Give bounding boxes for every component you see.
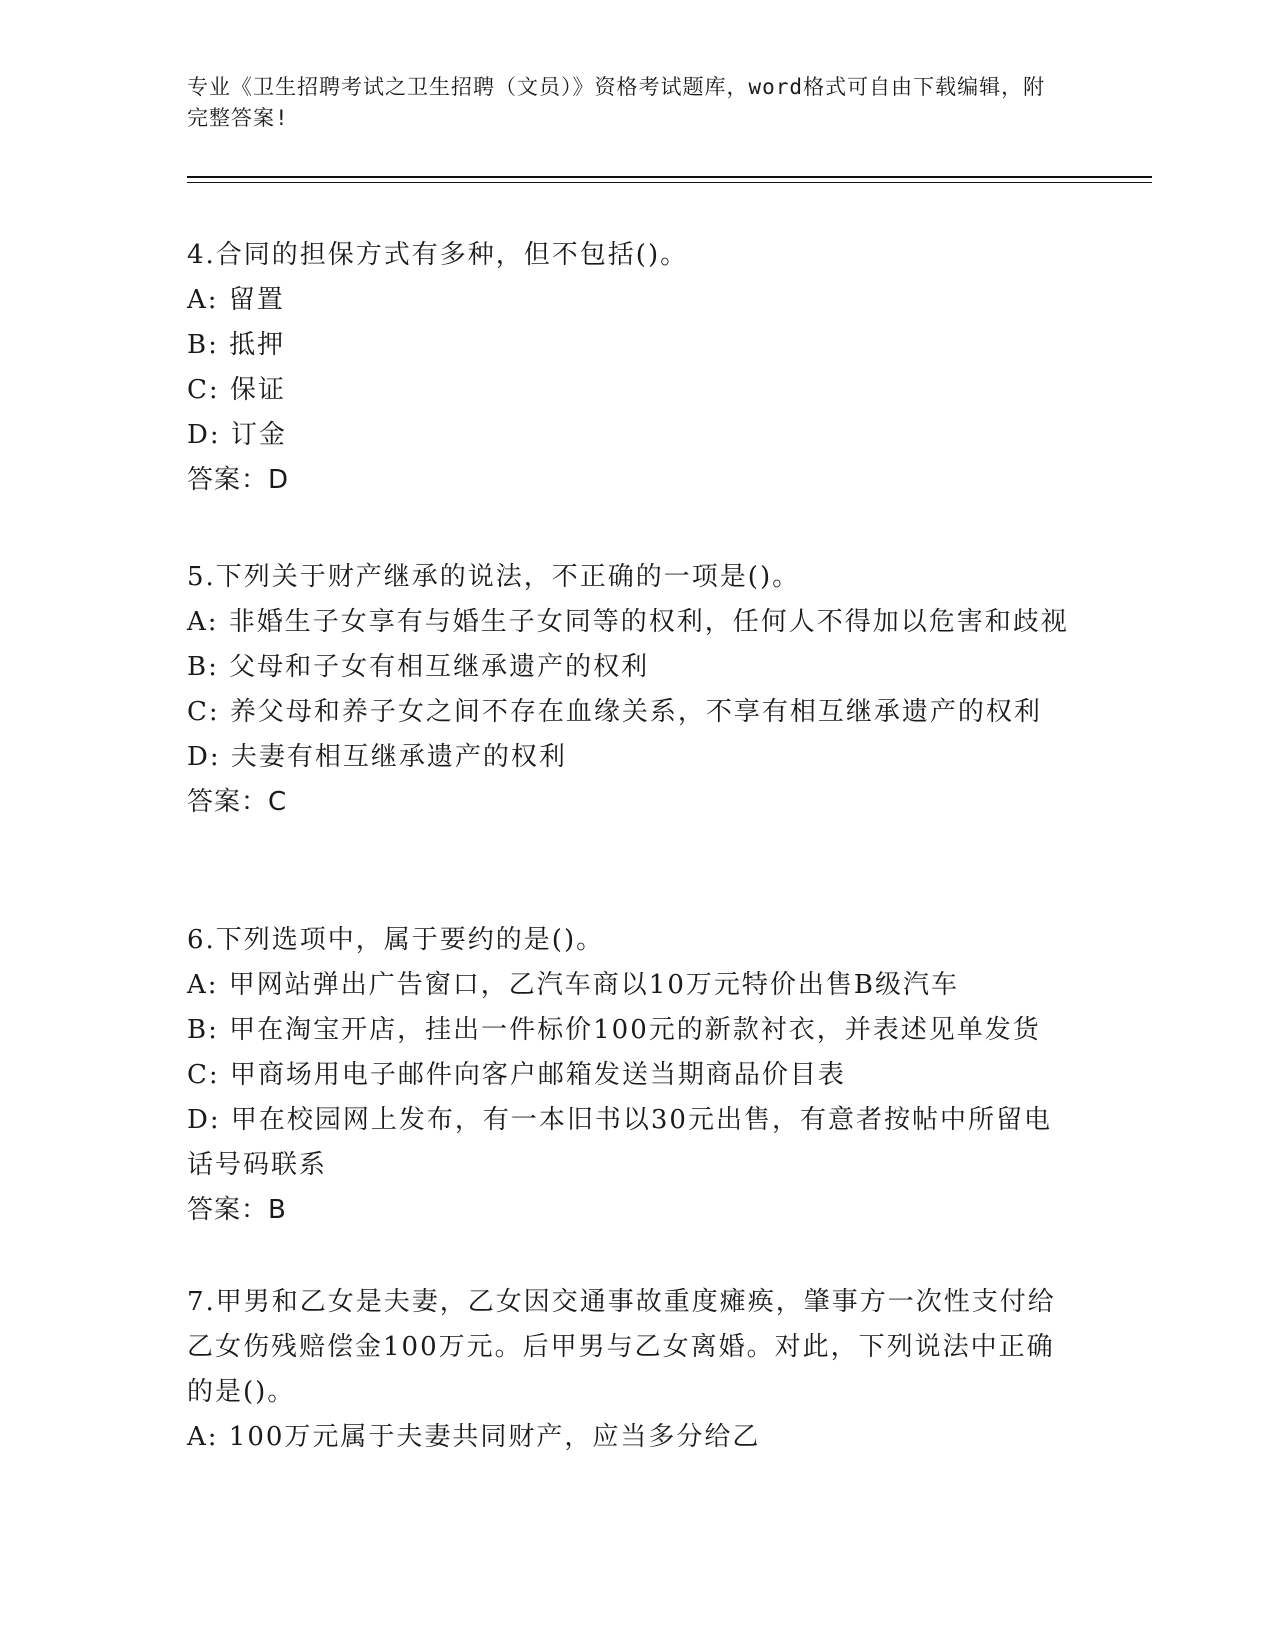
option-d: D: 订金 (187, 420, 287, 450)
question-5 (187, 555, 1077, 825)
question-4 (187, 233, 1077, 503)
option-a: A: 100万元属于夫妻共同财产，应当多分给乙 (187, 1422, 761, 1452)
header-divider-thin (187, 182, 1152, 183)
option-d: D: 甲在校园网上发布，有一本旧书以30元出售，有意者按帖中所留电话号码联系 (187, 1105, 1052, 1180)
option-b: B: 甲在淘宝开店，挂出一件标价100元的新款衬衣，并表述见单发货 (187, 1015, 1041, 1045)
option-c: C: 保证 (187, 375, 286, 405)
question-stem: 5.下列关于财产继承的说法，不正确的一项是()。 (187, 562, 801, 592)
answer: 答案：C (187, 787, 288, 817)
answer: 答案：D (187, 465, 290, 495)
question-7 (187, 1280, 1077, 1460)
option-d: D: 夫妻有相互继承遗产的权利 (187, 742, 567, 772)
option-b: B: 父母和子女有相互继承遗产的权利 (187, 652, 650, 682)
option-a: A: 非婚生子女享有与婚生子女同等的权利，任何人不得加以危害和歧视 (187, 607, 1069, 637)
option-a: A: 甲网站弹出广告窗口，乙汽车商以10万元特价出售B级汽车 (187, 970, 959, 1000)
answer: 答案：B (187, 1195, 287, 1225)
option-c: C: 甲商场用电子邮件向客户邮箱发送当期商品价目表 (187, 1060, 846, 1090)
question-stem: 6.下列选项中，属于要约的是()。 (187, 925, 605, 955)
question-stem: 4.合同的担保方式有多种，但不包括()。 (187, 240, 689, 270)
document-description: 专业《卫生招聘考试之卫生招聘（文员）》资格考试题库，word格式可自由下载编辑，附完整答案! (187, 75, 1046, 130)
option-c: C: 养父母和养子女之间不存在血缘关系，不享有相互继承遗产的权利 (187, 697, 1042, 727)
question-stem: 7.甲男和乙女是夫妻，乙女因交通事故重度瘫痪，肇事方一次性支付给乙女伤残赔偿金100万元。后甲男与乙女离婚。对此，下列说法中正确的是()。 (187, 1287, 1056, 1407)
question-6 (187, 918, 1077, 1233)
option-b: B: 抵押 (187, 330, 286, 360)
header-divider-thick (187, 176, 1152, 178)
option-a: A: 留置 (187, 285, 285, 315)
